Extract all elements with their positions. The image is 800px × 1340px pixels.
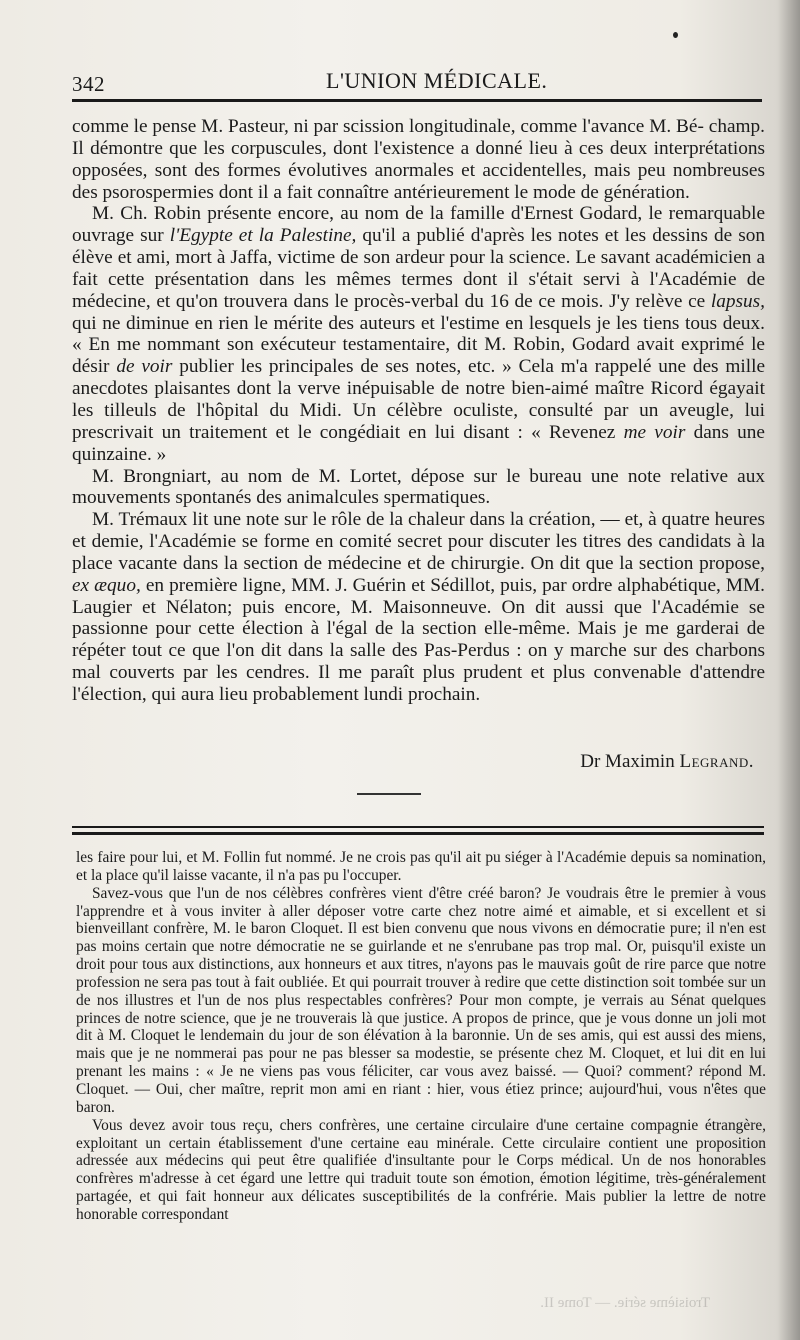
paragraph-2: M. Ch. Robin présente encore, au nom de la famille d'Ernest Godard, le remarquable ouvrage sur l'Egypte et la Palestine, qu'il a publié d'après les notes et les dessins de son élève et ami, mort à Jaffa, victime de son ardeur pour la science. Le savant académicien a fait cette présentation dans les mêmes termes dont il s'était servi à l'Académie de médecine, et qu'on trouvera dans le procès-verbal du 16 de ce mois. J'y relève ce lapsus, qui ne diminue en rien le mérite des auteurs et l'estime en lesquels je les tiens tous deux. « En me nommant son exécuteur testamentaire, dit M. Robin, Godard avait exprimé le désir de voir publier les principales de ses notes, etc. » Cela m'a rappelé une des mille anecdotes plaisantes dont la verve inépuisable de notre bien-aimé maître Ricord égayait les tilleuls de l'hôpital du Midi. Un célèbre oculiste, consulté par un aveugle, lui prescrivait un traitement et le congédiait en lui disant : « Revenez me voir dans une quinzaine. »	[72, 203, 766, 465]
paragraph-4: M. Trémaux lit une note sur le rôle de la chaleur dans la création, — et, à quatre heures et demie, l'Académie se forme en comité secret pour discuter les titres des candidats à la place vacante dans la section de médecine et de chirurgie. On dit que la section propose, ex æquo, en première ligne, MM. J. Guérin et Sédillot, puis, par ordre alphabétique, MM. Laugier et Nélaton; puis encore, M. Maisonneuve. On dit aussi que l'Académie se passionne pour cette élection à l'égal de la section elle-même. Mais je me garderai de répéter tout ce que l'on dit dans la salle des Pas-Perdus : on y marche sur des charbons mal couverts par les cendres. Il me paraît plus prudent et plus convenable d'attendre l'élection, qui aura lieu probablement lundi prochain.	[72, 509, 765, 705]
paragraph-1: comme le pense M. Pasteur, ni par scission longitudinale, comme l'avance M. Bé- champ. Il démontre que les corpuscules, dont l'existence a donné lieu à ces deux interprétations opposées, sont des formes évolutives anormales et accidentelles, mais peu nombreuses des psorospermies dont il a fait connaître antérieurement le mode de génération.	[72, 116, 765, 203]
feuilleton-rule-top	[72, 826, 764, 828]
feuilleton-column	[76, 849, 766, 1224]
header-rule	[72, 99, 762, 102]
page-edge-shadow	[778, 0, 800, 1340]
feuilleton-paragraph-1: les faire pour lui, et M. Follin fut nommé. Je ne crois pas qu'il ait pu siéger à l'Académie depuis sa nomination, et la place qu'il laisse vacante, il n'a pas pu l'occuper.	[76, 849, 766, 884]
running-title: L'UNION MÉDICALE.	[326, 68, 548, 93]
signature: Dr Maximin Legrand.	[580, 751, 754, 772]
page-header	[72, 62, 764, 98]
feuilleton-rule-bottom	[72, 832, 764, 835]
bleed-through-text: Troisième série. — Tome II.	[540, 1295, 710, 1311]
feuilleton-paragraph-2: Savez-vous que l'un de nos célèbres confrères vient d'être créé baron? Je voudrais être le premier à vous l'apprendre et à vous inviter à aller déposer votre carte chez notre aimé et aimable, et si excellent et si bienveillant confrère, M. le baron Cloquet. Il est bien convenu que nous vivons en démocratie pure; il n'en est pas moins certain que notre démocratie ne se guirlande et ne s'enrubane pas trop mal. Or, puisqu'il existe un droit pour tous aux distinctions, aux honneurs et aux titres, n'ayons pas le mauvais goût de rire parce que notre profession ne sera pas tout à fait oubliée. Et qui pourrait trouver à redire que cette distinction soit tombée sur un de nos illustres et l'un de nos plus respectables confrères? Pour mon compte, je verrais au Sénat quelques princes de notre science, que je ne trouverais là que justice. A propos de prince, que je vous donne un joli mot dit à M. Cloquet le lendemain du jour de son élévation à la baronnie. Un de ses amis, qui est aussi des miens, mais que je ne nommerai pas pour ne pas blesser sa modestie, se présente chez M. Cloquet, et lui dit en lui prenant les mains : « Je ne viens pas vous féliciter, car vous avez baissé. — Quoi? comment? répond M. Cloquet. — Oui, cher maître, reprit mon ami en riant : hier, vous étiez prince; aujourd'hui, vous n'êtes que baron.	[76, 884, 766, 1116]
page-number: 342	[72, 72, 105, 96]
paragraph-3: M. Brongniart, au nom de M. Lortet, dépose sur le bureau une note relative aux mouvements spontanés des animalcules spermatiques.	[72, 465, 765, 509]
main-article	[72, 116, 765, 706]
feuilleton-paragraph-3: Vous devez avoir tous reçu, chers confrères, une certaine circulaire d'une certaine compagnie étrangère, exploitant un certain établissement d'une certaine eau minérale. Cette circulaire contient une proposition adressée aux médecins qui peut être qualifiée d'insultante pour le Corps médical. Un de nos honorables confrères m'adresse à cet égard une lettre qui traduit toute son émotion, émotion légitime, très-généralement partagée, et qui fait honneur aux délicates susceptibilités de la confrérie. Mais publier la lettre de notre honorable correspondant	[76, 1116, 766, 1223]
section-separator	[357, 793, 421, 795]
ink-dot	[673, 32, 678, 38]
